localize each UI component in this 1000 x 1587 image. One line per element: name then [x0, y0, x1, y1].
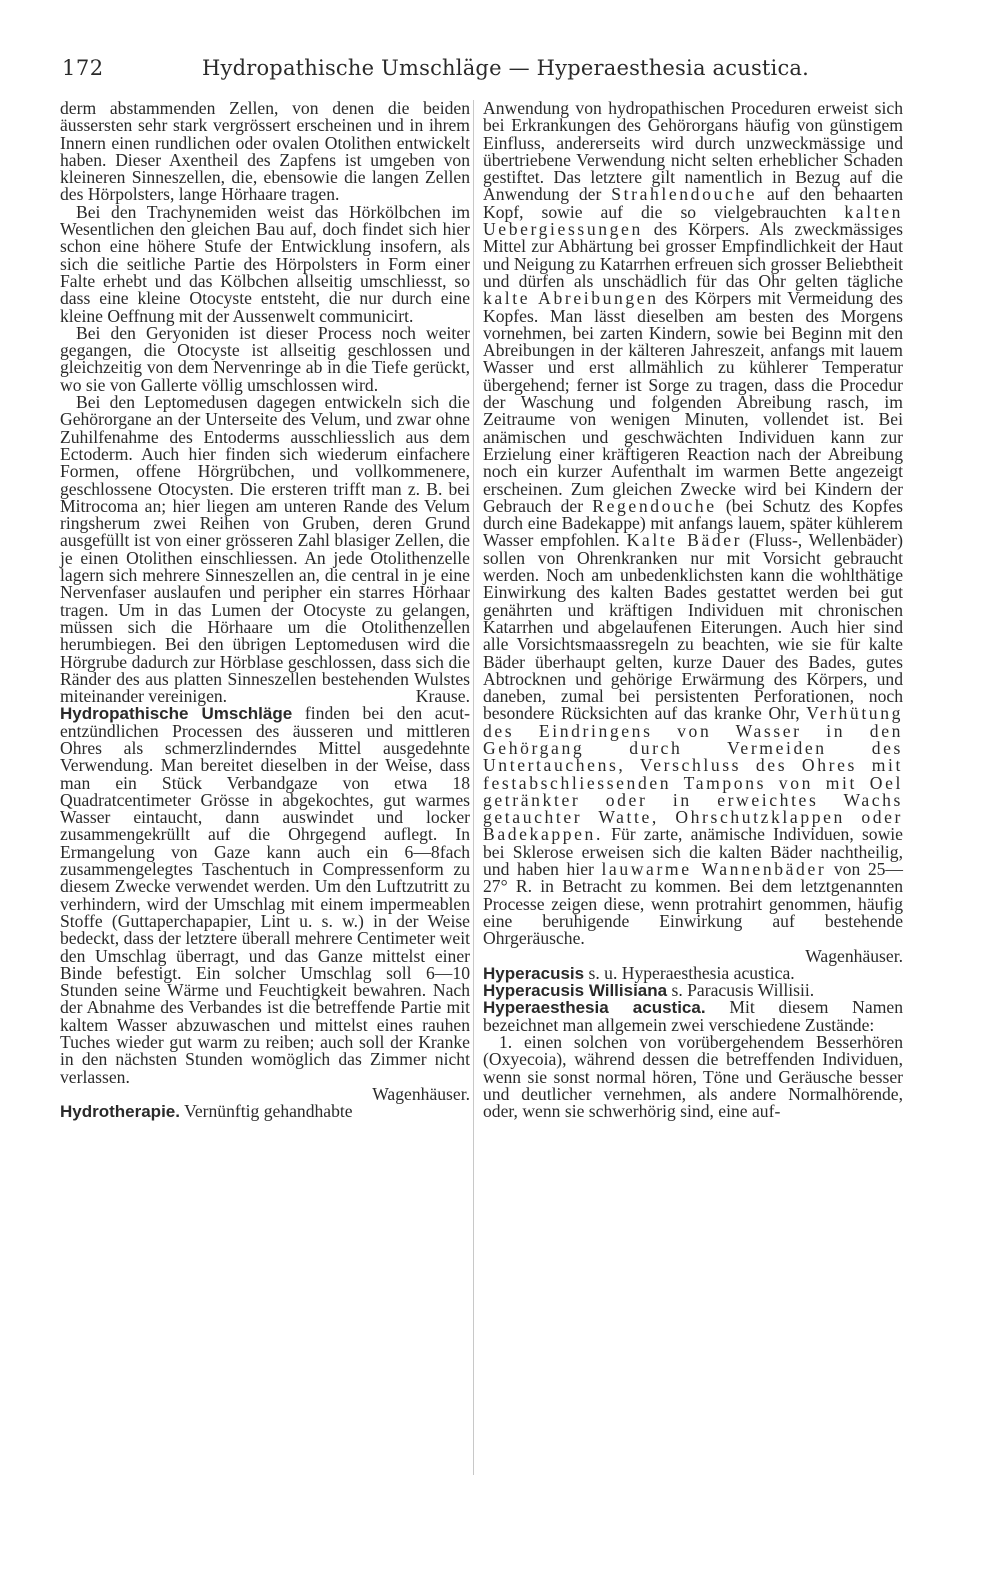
text-run: des Körpers mit Vermeidung des Kopfes. Man lässt dieselben am besten des Morgens vornehmen, bei zarten Kindern, sowie bei Beginn mit den Abreibungen in der kälteren Jahreszeit, anfangs mit lauem Wasser und erst allmählich zu kühlerer Temperatur übergehend; ferner ist Sorge zu tragen, dass die Procedur der Waschung und folgenden Abreibung rasch, im Zeitraume von wenigen Minuten, vollendet ist. Bei anämischen und geschwächten Individuen kann zur Erzielung einer kräftigeren Reaction nach der Abreibung noch ein kurzer Aufenthalt im warmen Bette angezeigt erscheinen. Zum gleichen Zwecke wird bei Kindern der Gebrauch der: [483, 288, 903, 516]
text-run: auf den behaarten Kopf, sowie auf die so vielgebrauchten: [483, 184, 904, 222]
column-divider: [473, 100, 474, 1475]
author-signature: Wagenhäuser.: [372, 1083, 470, 1104]
emphasized-text: Regendouche: [592, 495, 717, 516]
encyclopedia-entry: [60, 705, 470, 1086]
entry-text: Vernünftig gehandhabte: [179, 1101, 353, 1122]
text-run: Für zarte, anämische Individuen, sowie bei Sklerose erweisen sich die kalten Bäder nachtheilig, und haben hier: [483, 824, 903, 880]
running-title: Hydropathische Umschläge — Hyperaesthesia acustica.: [202, 56, 810, 80]
text-run: des Körpers. Als zweckmässiges Mittel zur Abhärtung bei grosser Empfindlichkeit der Haut und Neigung zu Katarrhen erfreuen sich grosser Beliebtheit und dürfen als unschädlich für das Ohr gelten tägliche: [483, 219, 903, 291]
entry-headword: Hyperaesthesia acustica.: [483, 998, 706, 1018]
text-run: von 25—27° R. in Betracht zu kommen. Bei dem letztgenannten Processe zeigen diese, wenn protrahirt genommen, häufig eine beruhigende Einwirkung auf bestehende Ohrgeräusche.: [483, 859, 904, 949]
entry-headword: Hyperacusis: [483, 963, 585, 983]
paragraph-text: Bei den Leptomedusen dagegen entwickeln sich die Gehörorgane an der Unterseite des Velum, und zwar ohne Zuhilfenahme des Entoderms ausschliesslich aus dem Ectoderm. Auch hier finden sich wiederum einfachere Formen, offene Hörgrübchen, und vollkommenere, geschlossene Otocysten. Die ersteren trifft man z. B. bei Mitrocoma an; hier liegen am unteren Rande des Velum ringsherum zwei Reihen von Gruben, deren Grund ausgefüllt ist von einer grösseren Zahl blasiger Zellen, die je einen Otolithen einschliessen. An jede Otolithenzelle lagern sich mehrere Sinneszellen an, die central in je eine Nervenfaser auslaufen und peripher ein starres Hörhaar tragen. Um in das Lumen der Otocyste zu gelangen, müssen sich die Hörhaare um die Otolithenzellen herumbiegen. Bei den übrigen Leptomedusen wird die Hörgrube dadurch zur Hörblase geschlossen, dass sich die Ränder des aus platten Sinneszellen bestehenden Wulstes miteinander vereinigen.: [60, 392, 470, 707]
encyclopedia-entry: [60, 1103, 470, 1120]
text-run: (Fluss-, Wellenbäder) sollen von Ohrenkranken nur mit Vorsicht gebraucht werden. Noch am unbedenklichsten kann die wohlthätige Einwirkung des kalten Bades gestattet werden bei gut genährten und kräftigen Individuen mit chronischen Katarrhen und abgelaufenen Eiterungen. Auch hier sind alle Vorsichtsmaassregeln zu beachten, wie sie für kalte Bäder überhaupt gelten, kurze Dauer des Bades, gutes Abtrocknen und gehörige Erwärmung des Körpers, und daneben, zumal bei persistenten Perforationen, noch besondere Rücksichten auf das kranke Ohr,: [483, 530, 904, 724]
text-run: (bei Schutz des Kopfes durch eine Badekappe) mit anfangs lauem, später kühlerem Wasser empfohlen.: [483, 495, 903, 551]
encyclopedia-entry: [483, 999, 903, 1034]
text-run: Anwendung von hydropathischen Proceduren erweist sich bei Erkrankungen des Gehörorgans häufig von günstigem Einfluss, andererseits wird durch unzweckmässige und übertriebene Verwendung nicht selten erheblicher Schaden gestiftet. Das letztere gilt namentlich in Bezug auf die Anwendung der: [483, 98, 903, 205]
author-signature: Krause.: [415, 686, 470, 707]
page-header: [62, 56, 810, 92]
emphasized-text: Strahlendouche: [611, 184, 758, 205]
entry-headword: Hyperacusis Willisiana: [483, 981, 668, 1001]
entry-headword: Hydrotherapie.: [60, 1102, 180, 1122]
paragraph: derm abstammenden Zellen, von denen die beiden äussersten sehr stark vergrössert erscheinen und in ihrem Innern einen rundlichen oder ovalen Otolithen entwickelt haben. Dieser Axentheil des Zapfens ist umgeben von kleineren Sinneszellen, die, ebensowie die langen Zellen des Hörpolsters, lange Hörhaare tragen.: [60, 98, 470, 205]
emphasized-text: Verhütung des Eindringens von Wasser in den Gehörgang durch Vermeiden des Untertauchens, Verschluss des Ohres mit festabschliessenden Tampons von mit Oel getränkter oder in erweichtes Wachs getauchter Watte, Ohrschutzklappen oder Badekappen.: [483, 703, 903, 845]
paragraph: Bei den Trachynemiden weist das Hörkölbchen im Wesentlichen den gleichen Bau auf, doch findet sich hier schon eine höhere Stufe der Entwicklung insofern, als sich die seitliche Partie des Hörpolsters in Form einer Falte erhebt und das Kölbchen allseitig umschliesst, so dass eine kleine Otocyste entsteht, die nur durch eine kleine Oeffnung mit der Aussenwelt communicirt.: [60, 201, 470, 326]
paragraph: Bei den Geryoniden ist dieser Process noch weiter gegangen, die Otocyste ist allseitig geschlossen und gleichzeitig von dem Nervenringe ab in die Tiefe gerückt, wo sie von Gallerte völlig umschlossen wird.: [60, 322, 470, 395]
emphasized-text: kalte Abreibungen: [483, 288, 659, 309]
list-item: 1. einen solchen von vorübergehendem Besserhören (Oxyecoia), während dessen die betreffenden Individuen, wenn sie sonst normal hören, Töne und Geräusche besser und deutlicher vernehmen, als andere Normalhörende, oder, wenn sie schwerhörig sind, eine auf-: [483, 1032, 903, 1122]
entry-text: s. u. Hyperaesthesia acustica.: [584, 962, 795, 983]
right-column: [483, 100, 903, 1121]
entry-text: Mit diesem Namen bezeichnet man allgemein zwei verschiedene Zustände:: [483, 997, 903, 1035]
paragraph: [483, 100, 903, 948]
page-number: 172: [62, 56, 104, 80]
emphasized-text: lauwarme Wannenbäder: [601, 859, 827, 880]
entry-headword: Hydropathische Umschläge: [60, 704, 293, 724]
entry-text: s. Paracusis Willisii.: [667, 980, 815, 1001]
left-column: [60, 100, 470, 1121]
emphasized-text: kalten Uebergiessungen: [483, 201, 903, 240]
author-signature: Wagenhäuser.: [805, 945, 903, 966]
paragraph: [60, 394, 470, 705]
emphasized-text: Kalte Bäder: [626, 530, 743, 551]
entry-text: finden bei den acut-entzündlichen Processen des äusseren und mittleren Ohres als schmerzlinderndes Mittel ausgedehnte Verwendung. Man bereitet dieselben in der Weise, dass man ein Stück Verbandgaze von etwa 18 Quadratcentimeter Grösse in abgekochtes, gut warmes Wasser eintaucht, dann auswindet und locker zusammengekrüllt auf die Ohrgegend auflegt. In Ermangelung von Gaze kann auch ein 6—8fach zusammengelegtes Taschentuch in Compressenform zu diesem Zwecke verwendet werden. Um den Luftzutritt zu verhindern, wird der Umschlag mit einem impermeablen Stoffe (Guttaperchapapier, Lint u. s. w.) in der Weise bedeckt, dass der letztere überall mehrere Centimeter weit den Umschlag überragt, und das Ganze mittelst einer Binde befestigt. Ein solcher Umschlag soll 6—10 Stunden seine Wärme und Feuchtigkeit bewahren. Nach der Abnahme des Verbandes ist die betreffende Partie mit kaltem Wasser abzuwaschen und mittelst eines rauhen Tuches wieder gut warm zu reiben; auch soll der Kranke in den nächsten Stunden womöglich das Zimmer nicht verlassen.: [60, 703, 470, 1087]
